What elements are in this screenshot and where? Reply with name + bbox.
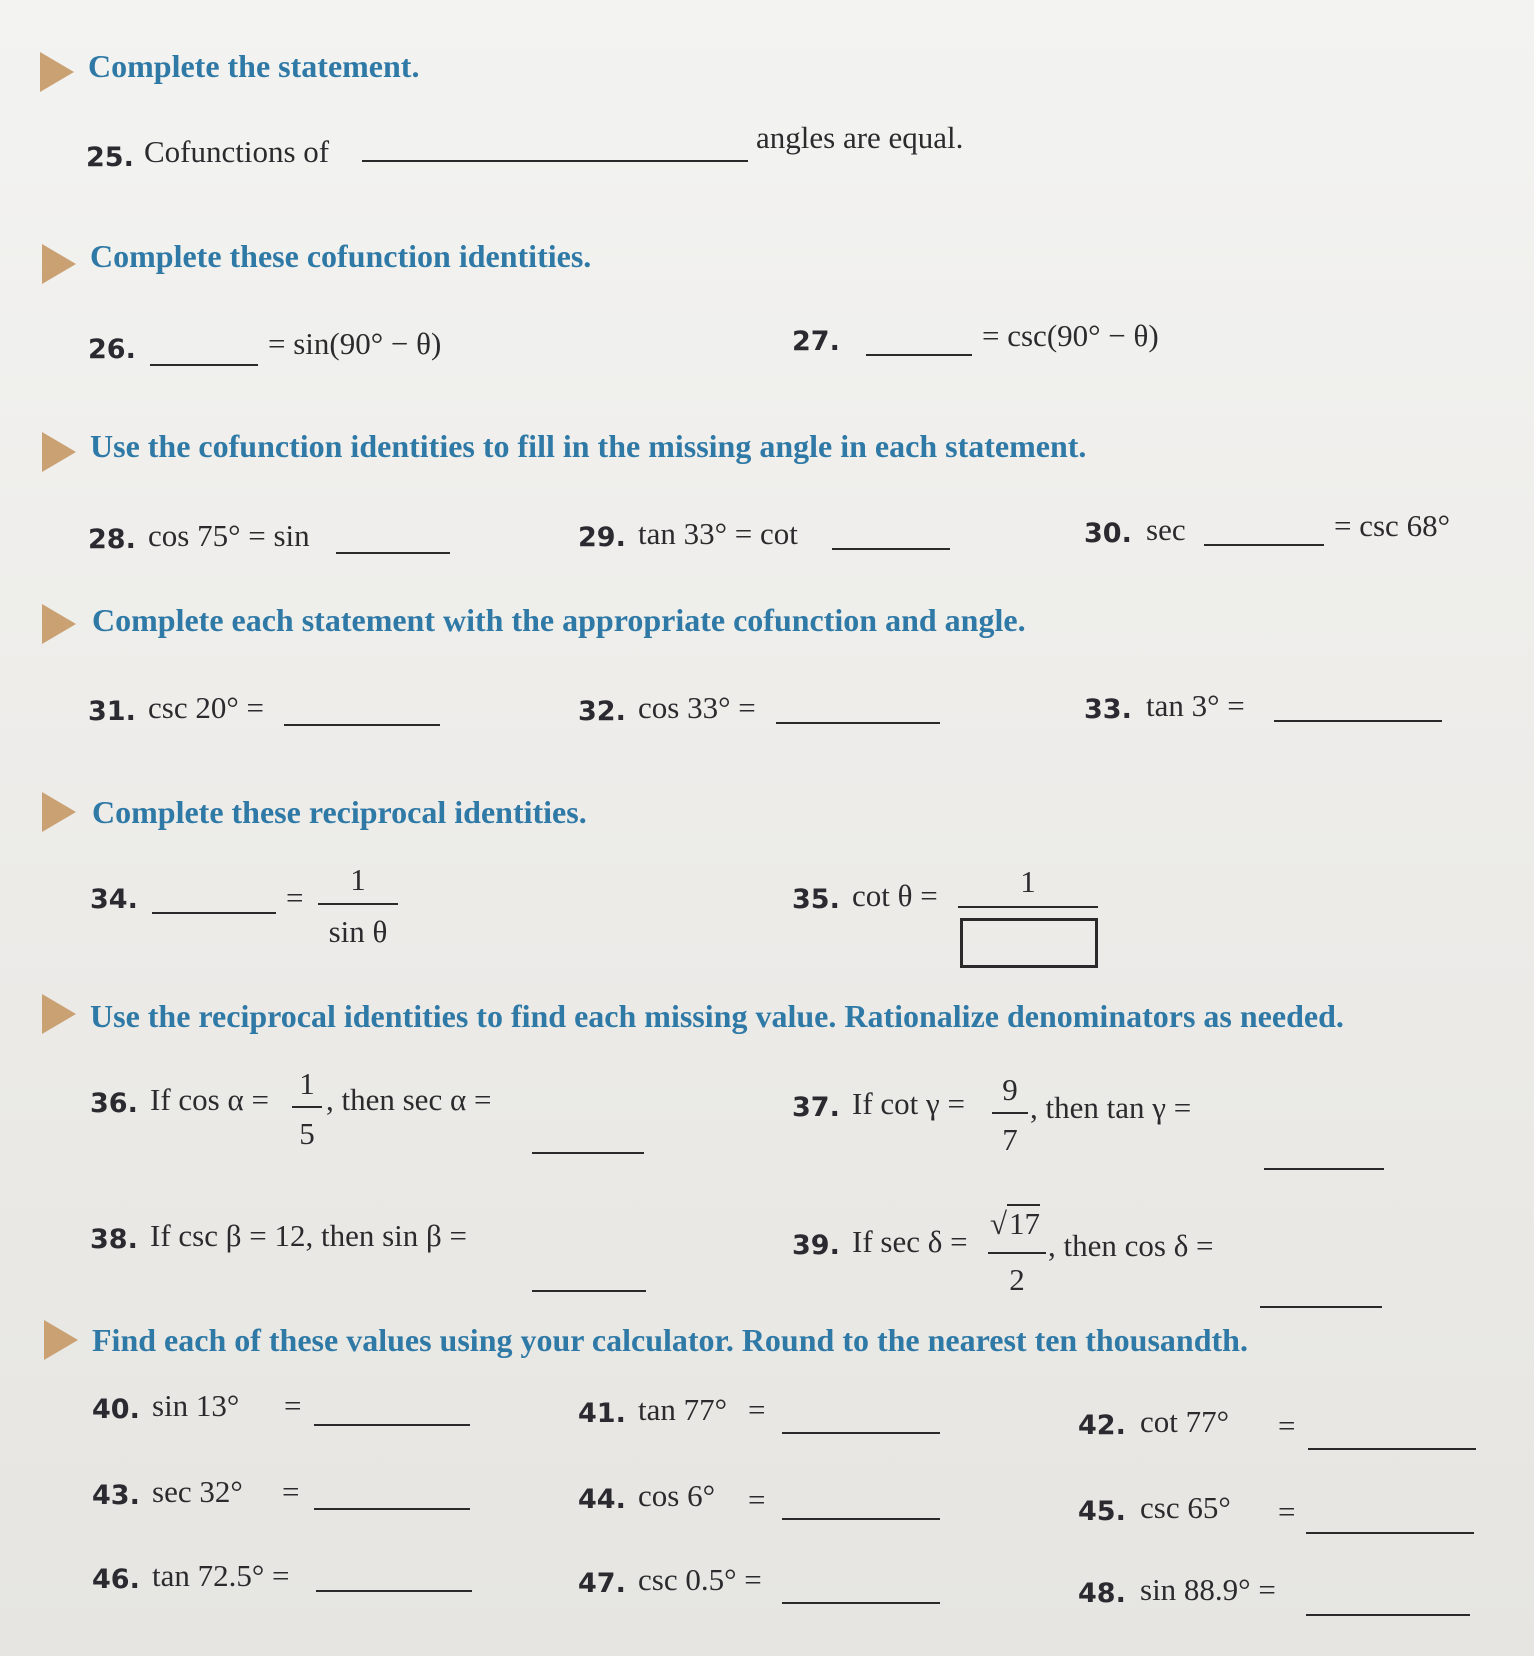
problem-text: cos 33° =	[638, 690, 756, 725]
equals-sign: =	[282, 1474, 300, 1509]
problem-text: cos 75° = sin	[148, 518, 310, 553]
problem-text: sin 13°	[152, 1388, 240, 1423]
problem-text: If cos α =	[150, 1082, 269, 1117]
fraction-denominator: sin θ	[328, 914, 388, 949]
fraction-bar	[988, 1252, 1046, 1254]
problem-number: 38.	[90, 1224, 138, 1255]
fraction-bar	[992, 1112, 1028, 1114]
answer-blank[interactable]	[1274, 720, 1442, 722]
problem-text: sec	[1146, 512, 1186, 547]
answer-blank[interactable]	[314, 1508, 470, 1510]
fraction-numerator: 1	[1020, 864, 1036, 899]
fraction-numerator: 1	[299, 1066, 315, 1101]
section-heading: Complete these reciprocal identities.	[92, 794, 587, 830]
problem-number: 41.	[578, 1398, 626, 1429]
answer-blank[interactable]	[1260, 1306, 1382, 1308]
answer-blank[interactable]	[782, 1602, 940, 1604]
problem-text: cot θ =	[852, 878, 938, 913]
problem-text: If sec δ =	[852, 1224, 968, 1259]
section-heading: Complete these cofunction identities.	[90, 238, 592, 274]
problem-number: 48.	[1078, 1578, 1126, 1609]
problem-text: cos 6°	[638, 1478, 715, 1513]
answer-blank[interactable]	[782, 1518, 940, 1520]
problem-text: csc 65°	[1140, 1490, 1231, 1525]
problem-text: , then tan γ =	[1030, 1090, 1192, 1125]
section-heading: Use the reciprocal identities to find each missing value. Rationalize denominators as needed.	[90, 998, 1344, 1034]
problem-text: tan 3° =	[1146, 688, 1245, 723]
fraction-bar	[292, 1106, 322, 1108]
equals-sign: =	[748, 1392, 766, 1427]
fraction-denominator: 7	[1002, 1122, 1018, 1157]
equals-sign: =	[284, 1388, 302, 1423]
answer-blank[interactable]	[314, 1424, 470, 1426]
answer-blank[interactable]	[1264, 1168, 1384, 1170]
section-marker-icon	[42, 994, 76, 1034]
problem-text: sec 32°	[152, 1474, 243, 1509]
equals-sign: =	[1278, 1408, 1296, 1443]
problem-number: 29.	[578, 522, 626, 553]
problem-text: If csc β = 12, then sin β =	[150, 1218, 468, 1253]
problem-number: 30.	[1084, 518, 1132, 549]
problem-text: If cot γ =	[852, 1086, 965, 1121]
answer-blank[interactable]	[1204, 544, 1324, 546]
answer-blank[interactable]	[832, 548, 950, 550]
problem-text: csc 20° =	[148, 690, 264, 725]
problem-text: = csc 68°	[1334, 508, 1450, 543]
answer-blank[interactable]	[1306, 1532, 1474, 1534]
problem-number: 47.	[578, 1568, 626, 1599]
problem-number: 42.	[1078, 1410, 1126, 1441]
answer-blank[interactable]	[316, 1590, 472, 1592]
problem-number: 40.	[92, 1394, 140, 1425]
problem-text: tan 33° = cot	[638, 516, 798, 551]
problem-text: angles are equal.	[756, 120, 964, 155]
answer-blank[interactable]	[782, 1432, 940, 1434]
section-marker-icon	[42, 244, 76, 284]
section-heading: Complete each statement with the appropriate cofunction and angle.	[92, 602, 1026, 638]
answer-box[interactable]	[960, 918, 1098, 968]
problem-number: 44.	[578, 1484, 626, 1515]
problem-text: = sin(90° − θ)	[268, 326, 442, 361]
problem-number: 33.	[1084, 694, 1132, 725]
problem-number: 31.	[88, 696, 136, 727]
problem-text: sin 88.9° =	[1140, 1572, 1276, 1607]
answer-blank[interactable]	[776, 722, 940, 724]
equals-sign: =	[1278, 1494, 1296, 1529]
section-heading: Use the cofunction identities to fill in the missing angle in each statement.	[90, 428, 1087, 464]
problem-number: 28.	[88, 524, 136, 555]
problem-number: 34.	[90, 884, 138, 915]
fraction-bar	[958, 906, 1098, 908]
square-root: √17	[990, 1206, 1041, 1241]
problem-text: = csc(90° − θ)	[982, 318, 1159, 353]
equals-sign: =	[748, 1482, 766, 1517]
problem-number: 36.	[90, 1088, 138, 1119]
answer-blank[interactable]	[532, 1290, 646, 1292]
problem-number: 27.	[792, 326, 840, 357]
fraction-bar	[318, 903, 398, 905]
section-marker-icon	[40, 52, 74, 92]
section-heading: Find each of these values using your calculator. Round to the nearest ten thousandth.	[92, 1322, 1248, 1358]
problem-text: csc 0.5° =	[638, 1562, 762, 1597]
section-heading: Complete the statement.	[88, 48, 420, 84]
problem-number: 35.	[792, 884, 840, 915]
answer-blank[interactable]	[336, 552, 450, 554]
problem-number: 46.	[92, 1564, 140, 1595]
answer-blank[interactable]	[1308, 1448, 1476, 1450]
fraction-numerator: 9	[1002, 1072, 1018, 1107]
problem-number: 39.	[792, 1230, 840, 1261]
problem-number: 32.	[578, 696, 626, 727]
problem-number: 43.	[92, 1480, 140, 1511]
section-marker-icon	[44, 1320, 78, 1360]
problem-text: tan 72.5° =	[152, 1558, 290, 1593]
problem-text: , then cos δ =	[1048, 1228, 1214, 1263]
problem-number: 45.	[1078, 1496, 1126, 1527]
problem-text: cot 77°	[1140, 1404, 1230, 1439]
problem-text: Cofunctions of	[144, 134, 330, 169]
answer-blank[interactable]	[866, 354, 972, 356]
answer-blank[interactable]	[532, 1152, 644, 1154]
answer-blank[interactable]	[150, 364, 258, 366]
problem-number: 37.	[792, 1092, 840, 1123]
section-marker-icon	[42, 604, 76, 644]
problem-text: , then sec α =	[326, 1082, 492, 1117]
radicand: 17	[1009, 1206, 1041, 1241]
answer-blank[interactable]	[362, 160, 748, 162]
answer-blank[interactable]	[1306, 1614, 1470, 1616]
problem-text: tan 77°	[638, 1392, 728, 1427]
fraction-denominator: 2	[1009, 1262, 1025, 1297]
answer-blank[interactable]	[152, 912, 276, 914]
problem-number: 25.	[86, 142, 134, 173]
section-marker-icon	[42, 792, 76, 832]
section-marker-icon	[42, 432, 76, 472]
fraction-denominator: 5	[299, 1116, 315, 1151]
answer-blank[interactable]	[284, 724, 440, 726]
equals-sign: =	[286, 880, 304, 915]
problem-number: 26.	[88, 334, 136, 365]
fraction-numerator: 1	[350, 862, 366, 897]
